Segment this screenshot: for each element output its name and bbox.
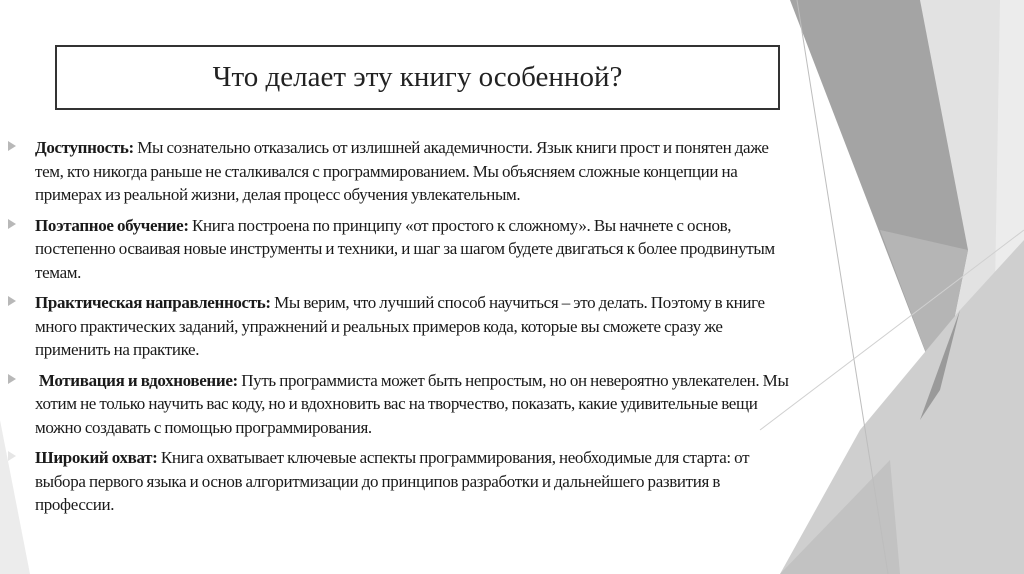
list-item bbox=[8, 214, 798, 285]
bullet-arrow-icon bbox=[8, 219, 16, 229]
item-text: Книга охватывает ключевые аспекты программирования, необходимые для старта: от выбора первого языка и основ алгоритмизации до принципов разработки и дальнейшего развития в профессии. bbox=[35, 448, 750, 514]
slide-title-box bbox=[55, 45, 780, 110]
item-text: Мы верим, что лучший способ научиться – это делать. Поэтому в книге много практических заданий, упражнений и реальных примеров кода, которые вы сможете сразу же применить на практике. bbox=[35, 293, 765, 359]
list-item bbox=[8, 369, 798, 440]
bullet-arrow-icon bbox=[8, 141, 16, 151]
item-heading: Практическая направленность: bbox=[35, 293, 271, 312]
list-item bbox=[8, 446, 798, 517]
list-item bbox=[8, 291, 798, 362]
item-heading: Широкий охват: bbox=[35, 448, 158, 467]
item-heading: Мотивация и вдохновение: bbox=[35, 370, 238, 390]
bullet-arrow-icon bbox=[8, 374, 16, 384]
item-text: Книга построена по принципу «от простого к сложному». Вы начнете с основ, постепенно осваивая новые инструменты и техники, и шаг за шагом будете двигаться к более продвинутым темам. bbox=[35, 215, 775, 282]
item-heading: Поэтапное обучение: bbox=[35, 215, 189, 235]
bullet-list bbox=[8, 136, 798, 524]
bullet-arrow-icon bbox=[8, 451, 16, 461]
item-text: Мы сознательно отказались от излишней академичности. Язык книги прост и понятен даже тем, кто никогда раньше не сталкивался с программированием. Мы объясняем сложные концепции на примерах из реальной жизни, делая процесс обучения увлекательным. bbox=[35, 138, 769, 204]
item-text: Путь программиста может быть непростым, но он невероятно увлекателен. Мы хотим не только научить вас коду, но и вдохновить вас на творчество, показать, какие удивительные вещи можно создавать с помощью программирования. bbox=[35, 370, 789, 437]
item-heading: Доступность: bbox=[35, 138, 134, 157]
bullet-arrow-icon bbox=[8, 296, 16, 306]
list-item bbox=[8, 136, 798, 207]
slide-title: Что делает эту книгу особенной? bbox=[212, 61, 623, 93]
